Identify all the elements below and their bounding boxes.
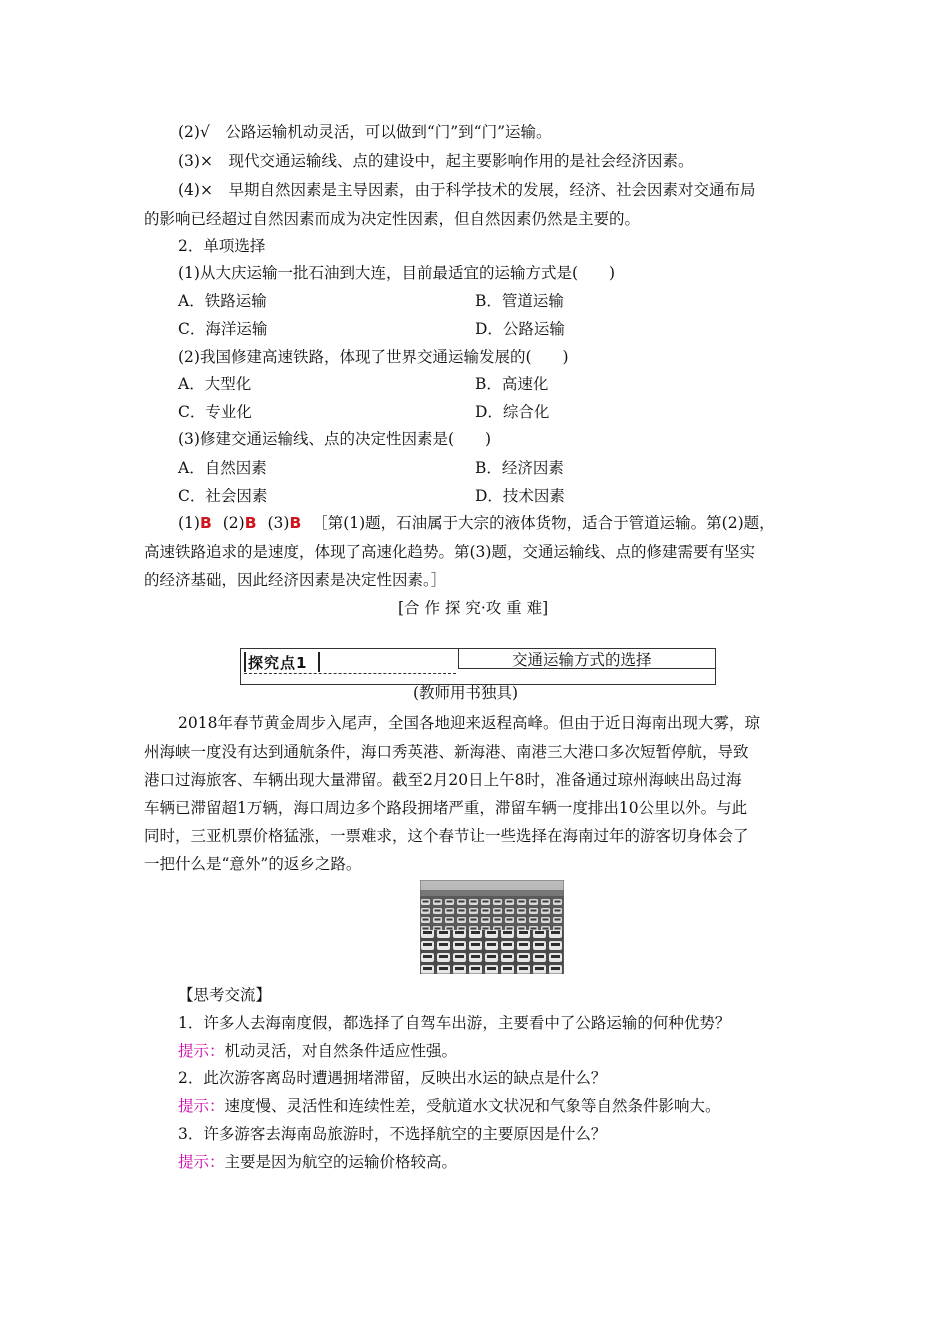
hint-label: 提示：	[178, 1097, 225, 1115]
think-question-1: 1．许多人去海南度假，都选择了自驾车出游，主要看中了公路运输的何种优势？	[178, 1014, 731, 1032]
answer-letter: B	[199, 514, 212, 532]
passage-line: 港口过海旅客、车辆出现大量滞留。截至2月20日上午8时，准备通过琼州海峡出岛过海	[144, 771, 742, 789]
answer-letter: B	[244, 514, 257, 532]
passage-line: 一把什么是“意外”的返乡之路。	[144, 855, 362, 873]
hint-text: 速度慢、灵活性和连续性差，受航道水文状况和气象等自然条件影响大。	[224, 1097, 721, 1115]
teacher-note: (教师用书独具)	[413, 684, 519, 702]
question-1: (1)从大庆运输一批石油到大连，目前最适宜的运输方式是( )	[178, 264, 616, 282]
option: B．高速化	[475, 375, 549, 393]
option: C．社会因素	[178, 487, 268, 505]
option: B．管道运输	[475, 292, 564, 310]
label-dashed-underline	[244, 673, 456, 674]
hint-text: 主要是因为航空的运输价格较高。	[224, 1153, 458, 1171]
judge-item-4-line2: 的影响已经超过自然因素而成为决定性因素，但自然因素仍然是主要的。	[144, 210, 641, 228]
answer-number: (2)	[222, 514, 245, 532]
answer-line	[178, 513, 775, 533]
think-answer-2	[178, 1096, 721, 1116]
passage-line: 州海峡一度没有达到通航条件，海口秀英港、新海港、南港三大港口多次短暂停航，导致	[144, 743, 749, 761]
hint-text: 机动灵活，对自然条件适应性强。	[224, 1042, 458, 1060]
option: D．综合化	[475, 403, 550, 421]
question-3: (3)修建交通运输线、点的决定性因素是( )	[178, 430, 492, 448]
section-title: [合 作 探 究·攻 重 难]	[398, 599, 549, 617]
hint-label: 提示：	[178, 1153, 225, 1171]
answer-explanation: ［第(1)题，石油属于大宗的液体货物，适合于管道运输。第(2)题，	[312, 514, 775, 532]
option: A．铁路运输	[178, 292, 267, 310]
answer-number: (3)	[267, 514, 290, 532]
passage-line: 同时，三亚机票价格猛涨，一票难求，这个春节让一些选择在海南过年的游客切身体会了	[144, 827, 749, 845]
passage-line: 2018年春节黄金周步入尾声，全国各地迎来返程高峰。但由于近日海南出现大雾，琼	[178, 714, 760, 732]
option: A．大型化	[178, 375, 252, 393]
think-answer-1	[178, 1041, 457, 1061]
answer-letter: B	[289, 514, 302, 532]
box-divider	[458, 648, 459, 669]
answer-explanation-line2: 高速铁路追求的是速度，体现了高速化趋势。第(3)题，交通运输线、点的修建需要有坚实	[144, 543, 755, 561]
hint-label: 提示：	[178, 1042, 225, 1060]
label-bar-right	[318, 652, 320, 672]
think-heading: 【思考交流】	[178, 986, 272, 1004]
judge-item-4-line1: (4)× 早期自然因素是主导因素，由于科学技术的发展，经济、社会因素对交通布局	[178, 181, 756, 199]
explore-point-title: 交通运输方式的选择	[512, 651, 652, 669]
explore-point-label: 探究点1	[248, 654, 308, 672]
option: D．公路运输	[475, 320, 565, 338]
judge-item-2: (2)√ 公路运输机动灵活，可以做到“门”到“门”运输。	[178, 123, 552, 141]
question-2: (2)我国修建高速铁路，体现了世界交通运输发展的( )	[178, 348, 569, 366]
option: D．技术因素	[475, 487, 565, 505]
single-choice-heading: 2．单项选择	[178, 237, 266, 255]
judge-item-3: (3)× 现代交通运输线、点的建设中，起主要影响作用的是社会经济因素。	[178, 152, 694, 170]
think-question-2: 2．此次游客离岛时遭遇拥堵滞留，反映出水运的缺点是什么？	[178, 1069, 607, 1087]
answer-explanation-line3: 的经济基础，因此经济因素是决定性因素。］	[144, 571, 447, 589]
think-answer-3	[178, 1152, 457, 1172]
option: C．海洋运输	[178, 320, 268, 338]
label-bar-left	[244, 652, 246, 672]
traffic-jam-photo	[420, 880, 564, 974]
think-question-3: 3．许多游客去海南岛旅游时，不选择航空的主要原因是什么？	[178, 1125, 607, 1143]
option: C．专业化	[178, 403, 252, 421]
passage-line: 车辆已滞留超1万辆，海口周边多个路段拥堵严重，滞留车辆一度排出10公里以外。与此	[144, 799, 748, 817]
answer-number: (1)	[178, 514, 200, 532]
option: A．自然因素	[178, 459, 267, 477]
option: B．经济因素	[475, 459, 564, 477]
